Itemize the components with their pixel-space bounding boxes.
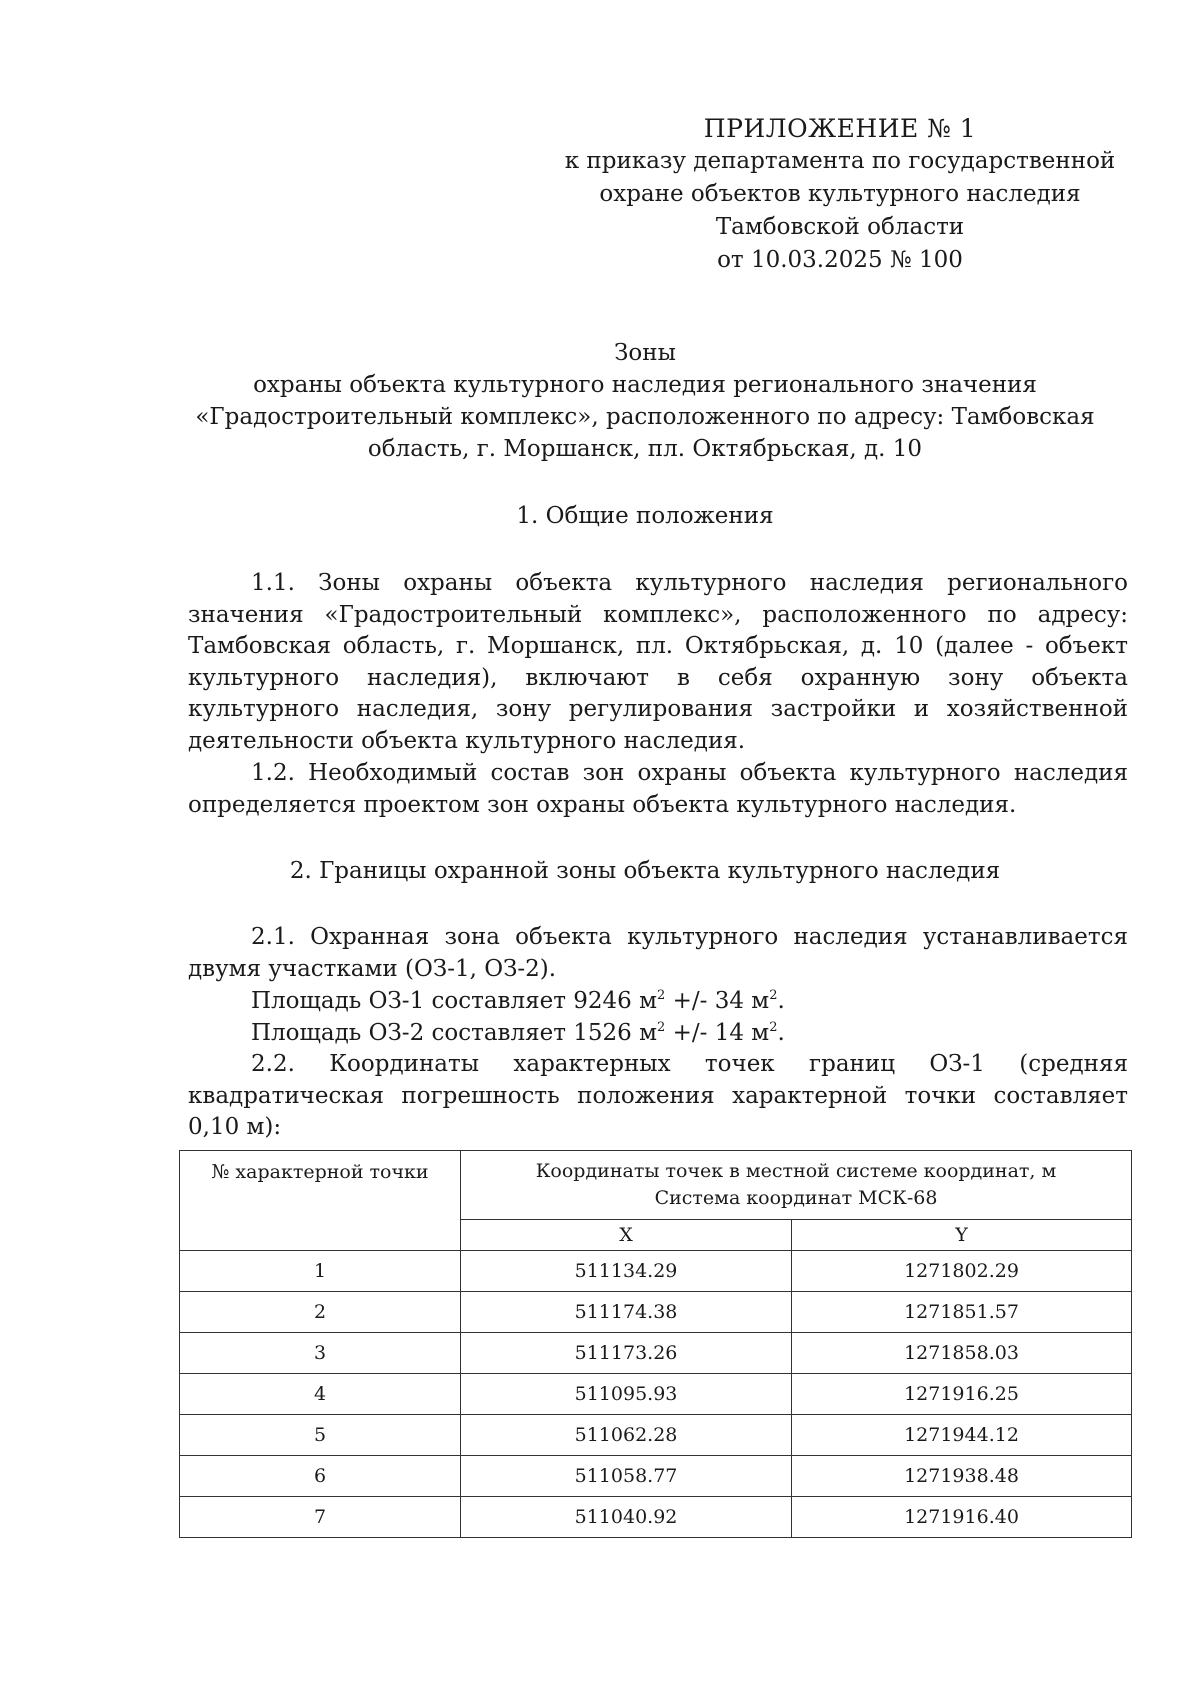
coordinates-table bbox=[179, 1150, 1132, 1538]
cell-x: 511174.38 bbox=[461, 1292, 792, 1333]
appendix-date: от 10.03.2025 № 100 bbox=[717, 247, 963, 273]
appendix-title: ПРИЛОЖЕНИЕ № 1 bbox=[703, 114, 977, 143]
paragraph-1-1: 1.1. Зоны охраны объекта культурного наследия регионального значения «Градостроительный комплекс», расположенного по адресу: Тамбовская область, г. Моршанск, пл. Октябрьская, д. 10 (далее - объект культурного наследия), включают в себя охранную зону объекта культурного наследия, зону регулирования застройки и хозяйственной деятельности объекта культурного наследия. bbox=[188, 570, 1128, 754]
cell-x: 511134.29 bbox=[461, 1251, 792, 1292]
table-row bbox=[180, 1497, 1132, 1538]
appendix-header bbox=[560, 112, 1120, 277]
header-point-number: № характерной точки bbox=[180, 1151, 461, 1251]
cell-x: 511173.26 bbox=[461, 1333, 792, 1374]
cell-x: 511040.92 bbox=[461, 1497, 792, 1538]
table-row bbox=[180, 1292, 1132, 1333]
header-coordinates: Координаты точек в местной системе координат, м Система координат МСК-68 bbox=[461, 1151, 1132, 1220]
cell-y: 1271944.12 bbox=[792, 1415, 1132, 1456]
cell-x: 511058.77 bbox=[461, 1456, 792, 1497]
cell-point: 1 bbox=[180, 1251, 461, 1292]
header-x: X bbox=[461, 1220, 792, 1251]
table-row bbox=[180, 1251, 1132, 1292]
section-1-heading: 1. Общие положения bbox=[516, 503, 774, 529]
title-line: область, г. Моршанск, пл. Октябрьская, д. 10 bbox=[367, 436, 923, 462]
paragraph-1-2: 1.2. Необходимый состав зон охраны объекта культурного наследия определяется проектом зон охраны объекта культурного наследия. bbox=[188, 760, 1128, 818]
appendix-line: к приказу департамента по государственной bbox=[564, 148, 1116, 174]
cell-y: 1271916.40 bbox=[792, 1497, 1132, 1538]
cell-y: 1271938.48 bbox=[792, 1456, 1132, 1497]
cell-point: 3 bbox=[180, 1333, 461, 1374]
table-row bbox=[180, 1374, 1132, 1415]
section-2-heading: 2. Границы охранной зоны объекта культурного наследия bbox=[289, 858, 1001, 884]
paragraph-2-1: 2.1. Охранная зона объекта культурного наследия устанавливается двумя участками (ОЗ-1, ОЗ-2). bbox=[188, 924, 1128, 982]
title-line: «Градостроительный комплекс», расположенного по адресу: Тамбовская bbox=[195, 404, 1095, 430]
appendix-line: Тамбовской области bbox=[715, 214, 965, 240]
table-row bbox=[180, 1333, 1132, 1374]
table-row bbox=[180, 1415, 1132, 1456]
header-y: Y bbox=[792, 1220, 1132, 1251]
cell-x: 511095.93 bbox=[461, 1374, 792, 1415]
title-line: охраны объекта культурного наследия регионального значения bbox=[253, 372, 1037, 398]
title-line: Зоны bbox=[614, 340, 676, 366]
cell-point: 6 bbox=[180, 1456, 461, 1497]
cell-y: 1271802.29 bbox=[792, 1251, 1132, 1292]
table-row bbox=[180, 1456, 1132, 1497]
area-oz2: Площадь ОЗ-2 составляет 1526 $м^2$ +/- 14 $м^2$. bbox=[251, 1020, 785, 1046]
paragraph-2-2: 2.2. Координаты характерных точек границ ОЗ-1 (средняя квадратическая погрешность положения характерной точки составляет 0,10 м): bbox=[188, 1051, 1128, 1140]
cell-y: 1271851.57 bbox=[792, 1292, 1132, 1333]
cell-point: 7 bbox=[180, 1497, 461, 1538]
cell-x: 511062.28 bbox=[461, 1415, 792, 1456]
cell-point: 5 bbox=[180, 1415, 461, 1456]
document-title bbox=[190, 337, 1100, 465]
appendix-line: охране объектов культурного наследия bbox=[599, 181, 1081, 207]
area-oz1: Площадь ОЗ-1 составляет 9246 $м^2$ +/- 34 $м^2$. bbox=[251, 988, 785, 1014]
cell-point: 2 bbox=[180, 1292, 461, 1333]
cell-point: 4 bbox=[180, 1374, 461, 1415]
cell-y: 1271916.25 bbox=[792, 1374, 1132, 1415]
cell-y: 1271858.03 bbox=[792, 1333, 1132, 1374]
